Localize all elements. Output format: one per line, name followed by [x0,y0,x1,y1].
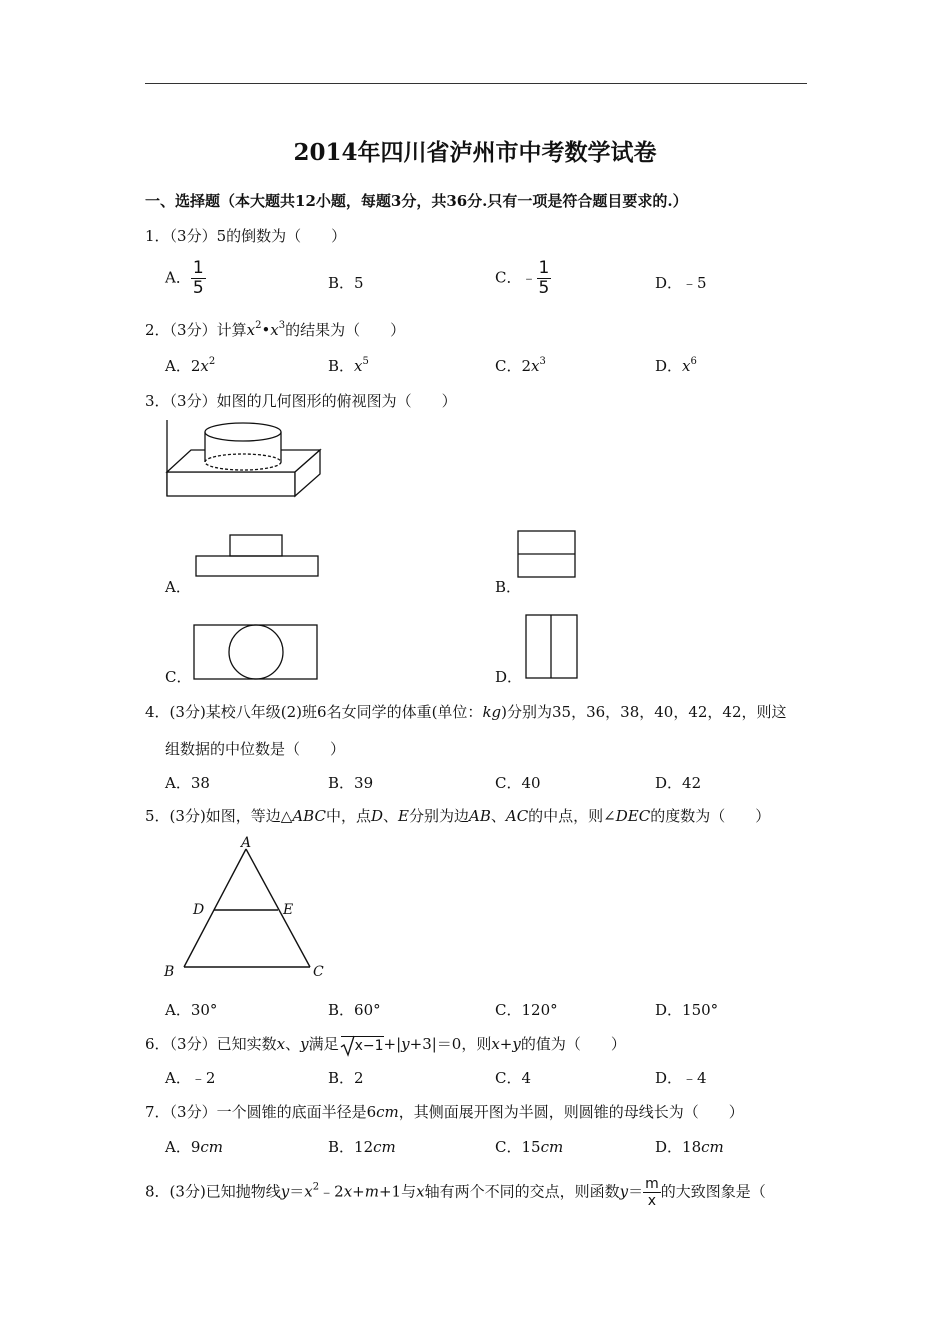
top-rule [145,83,807,84]
q5-option-a: A．30° [165,1001,218,1019]
question-6-stem: 6．（3分）已知实数x、y满足 x−1+|y+3|＝0，则x+y的值为（ ） [145,1035,626,1054]
q5-triangle-figure [160,833,335,983]
q3-option-a-figure [195,534,320,578]
fraction: $\frac{1}{5}$ [538,258,550,298]
page-title: 2014年四川省泸州市中考数学试卷 [293,139,657,166]
q7-option-d: D．18cm [655,1138,724,1156]
q3-option-b-label: B． [495,578,522,596]
q3-solid-figure [163,418,328,500]
q3-option-a-label: A． [165,578,191,596]
q1-option-a: A． $\frac{1}{5}$ [165,258,204,298]
q3-option-d-figure [525,614,579,680]
q4-option-c: C．40 [495,774,541,792]
vertex-label-e: E [283,902,294,918]
q4-option-b: B．39 [328,774,374,792]
question-3-stem: 3．（3分）如图的几何图形的俯视图为（ ） [145,392,457,410]
q1-option-d: D．﹣5 [655,274,707,292]
vertex-label-d: D [193,902,205,918]
q4-option-a: A．38 [165,774,210,792]
q2-option-c: C．$2x^3$ [495,356,546,375]
q2-option-d: D．$x^6$ [655,356,697,375]
q5-option-b: B．60° [328,1001,381,1019]
q5-option-d: D．150° [655,1001,719,1019]
fraction: $\frac{1}{5}$ [192,258,204,298]
section-heading: 一、选择题（本大题共12小题，每题3分，共36分.只有一项是符合题目要求的.） [145,192,688,210]
q6-option-b: B．2 [328,1069,364,1087]
q2-option-a: A．$2x^2$ [165,356,216,375]
q1-option-c: C．﹣ $\frac{1}{5}$ [495,258,550,298]
question-1-stem: 1．（3分）5的倒数为（ ） [145,227,347,245]
question-4-stem-line2: 组数据的中位数是（ ） [165,740,346,758]
square-root: x−1 [341,1036,384,1055]
q3-option-c-figure [193,622,320,682]
q4-option-d: D．42 [655,774,702,792]
q6-option-a: A．﹣2 [165,1069,216,1087]
q7-option-b: B．12cm [328,1138,396,1156]
q3-option-b-figure [517,530,577,578]
question-8-stem: 8．(3分)已知抛物线$y=x^2﹣2x+m+1$与x轴有两个不同的交点，则函数y＝ $\frac{m}{x}$ 的大致图象是（ [145,1176,766,1209]
vertex-label-c: C [313,964,324,980]
q6-option-c: C．4 [495,1069,532,1087]
q2-option-b: B．$x^5$ [328,356,369,375]
fraction: $\frac{m}{x}$ [645,1176,659,1209]
question-4-stem: 4．(3分)某校八年级(2)班6名女同学的体重(单位：kg)分别为35，36，38，40，42，42，则这 [145,703,787,721]
q5-option-c: C．120° [495,1001,558,1019]
q3-option-c-label: C． [165,668,192,686]
q1-option-b: B．5 [328,274,364,292]
question-7-stem: 7．（3分）一个圆锥的底面半径是6cm，其侧面展开图为半圆，则圆锥的母线长为（ ） [145,1103,744,1121]
q3-option-d-label: D． [495,668,523,686]
q7-option-a: A．9cm [165,1138,224,1156]
q6-option-d: D．﹣4 [655,1069,707,1087]
question-2-stem: 2．（3分）计算$x^2•x^3$的结果为（ ） [145,320,406,339]
q7-option-c: C．15cm [495,1138,564,1156]
question-5-stem: 5．(3分)如图，等边△ABC中，点D、E分别为边AB、AC的中点，则∠DEC的度数为（ ） [145,807,771,825]
vertex-label-b: B [164,964,175,980]
vertex-label-a: A [241,835,252,851]
